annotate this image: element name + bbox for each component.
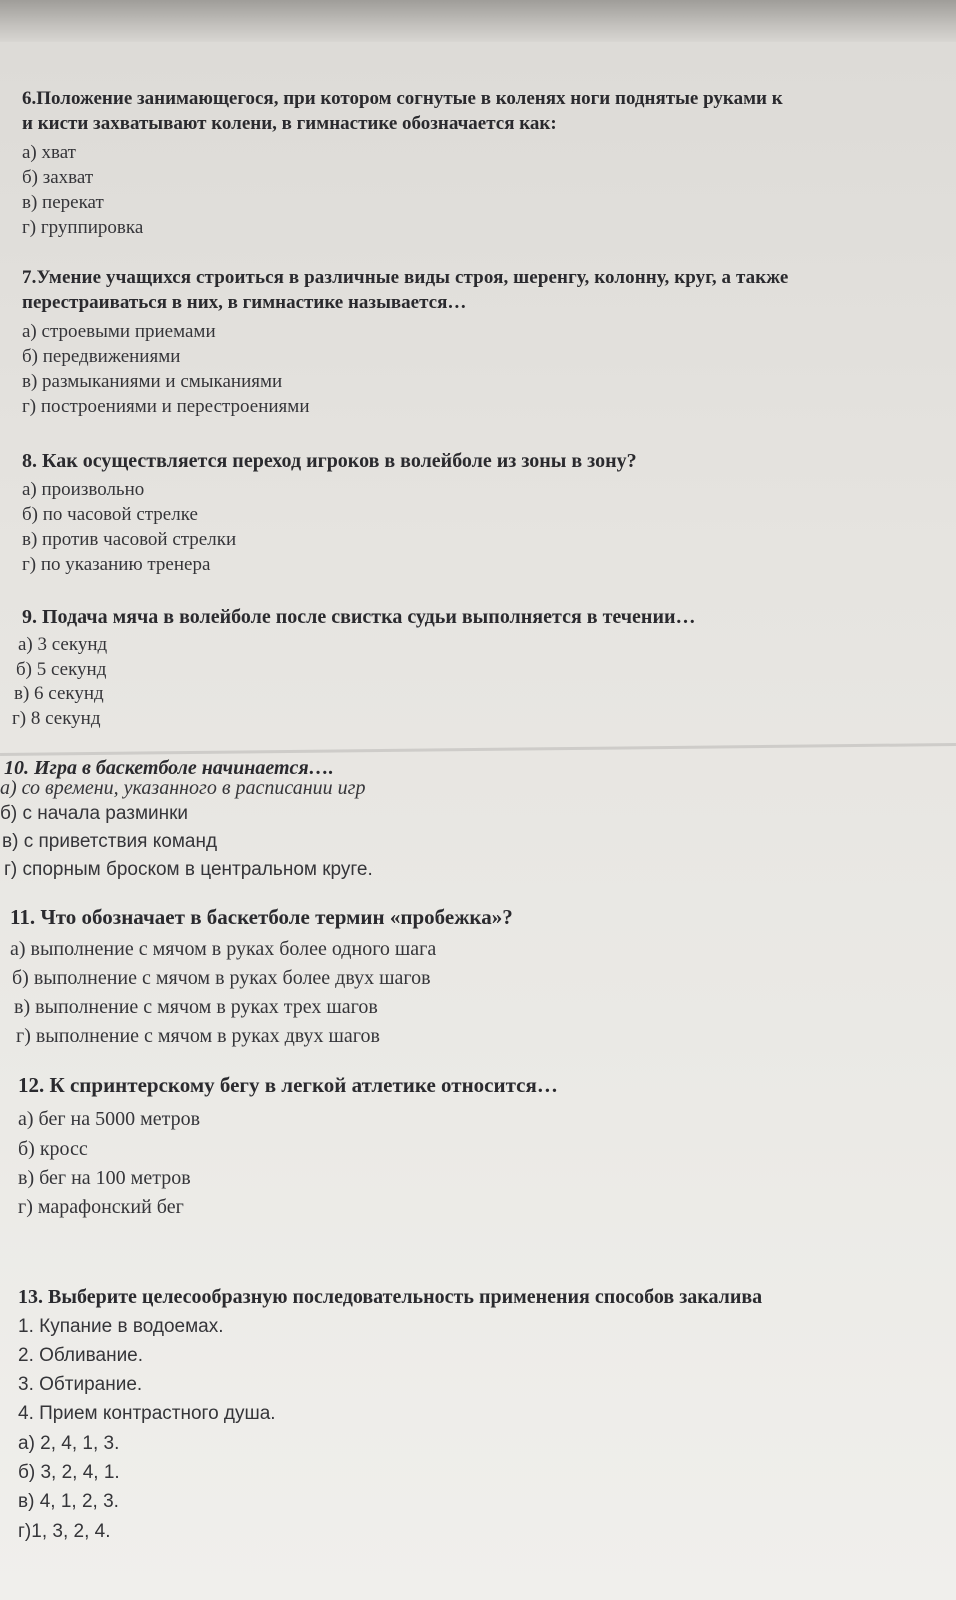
- answer-option: б) по часовой стрелке: [22, 504, 198, 525]
- answer-option: г)1, 3, 2, 4.: [18, 1521, 111, 1542]
- question-title: 12. К спринтерскому бегу в легкой атлетике относится…: [18, 1073, 558, 1097]
- question-title: 7.Умение учащихся строиться в различные виды строя, шеренгу, колонну, круг, а также: [22, 267, 789, 288]
- answer-option: г) спорным броском в центральном круге.: [4, 859, 373, 880]
- answer-option: г) группировка: [22, 217, 144, 238]
- answer-option: а) произвольно: [22, 479, 145, 500]
- question-title: 13. Выберите целесообразную последовательность применения способов закалива: [18, 1286, 763, 1308]
- answer-option: 2. Обливание.: [18, 1345, 144, 1366]
- answer-option: а) хват: [22, 142, 76, 163]
- answer-option: а) 2, 4, 1, 3.: [18, 1433, 120, 1454]
- answer-option: а) 3 секунд: [18, 634, 108, 655]
- answer-option: в) против часовой стрелки: [22, 529, 237, 550]
- answer-option: а) бег на 5000 метров: [18, 1108, 201, 1130]
- answer-option: а) строевыми приемами: [22, 321, 216, 342]
- question-title: 9. Подача мяча в волейболе после свистка судьи выполняется в течении…: [22, 606, 696, 628]
- answer-option: а) выполнение с мячом в руках более одного шага: [10, 938, 437, 960]
- answer-option: г) 8 секунд: [12, 708, 101, 729]
- answer-option: б) 5 секунд: [16, 659, 107, 680]
- question-title: 8. Как осуществляется переход игроков в волейболе из зоны в зону?: [22, 450, 637, 472]
- answer-option: б) передвижениями: [22, 346, 181, 367]
- answer-option: в) 4, 1, 2, 3.: [18, 1491, 119, 1512]
- answer-option: в) с приветствия команд: [2, 831, 218, 852]
- answer-option: г) построениями и перестроениями: [22, 396, 310, 417]
- question-title: 11. Что обозначает в баскетболе термин «пробежка»?: [10, 905, 513, 929]
- question-title: 6.Положение занимающегося, при котором согнутые в коленях ноги поднятые руками к: [22, 88, 783, 109]
- answer-option: г) марафонский бег: [18, 1196, 184, 1218]
- answer-option: 4. Прием контрастного душа.: [18, 1403, 276, 1424]
- answer-option: в) бег на 100 метров: [18, 1167, 191, 1189]
- answer-option: б) с начала разминки: [0, 803, 189, 824]
- answer-option: 3. Обтирание.: [18, 1374, 143, 1395]
- answer-option: в) перекат: [22, 192, 104, 213]
- question-title: перестраиваться в них, в гимнастике называется…: [22, 292, 467, 313]
- answer-option: в) 6 секунд: [14, 683, 104, 704]
- answer-option: 1. Купание в водоемах.: [18, 1316, 224, 1337]
- answer-option: г) по указанию тренера: [22, 554, 211, 575]
- answer-option: б) захват: [22, 167, 94, 188]
- answer-option: б) выполнение с мячом в руках более двух шагов: [12, 967, 431, 989]
- answer-option: в) размыканиями и смыканиями: [22, 371, 283, 392]
- answer-option: б) кросс: [18, 1138, 88, 1160]
- answer-option: б) 3, 2, 4, 1.: [18, 1462, 120, 1483]
- answer-option: а) со времени, указанного в расписании игр: [0, 777, 366, 799]
- answer-option: в) выполнение с мячом в руках трех шагов: [14, 996, 378, 1018]
- question-title: 10. Игра в баскетболе начинается….: [4, 757, 334, 779]
- question-title: и кисти захватывают колени, в гимнастике обозначается как:: [22, 113, 557, 134]
- top-shadow: [0, 0, 956, 42]
- answer-option: г) выполнение с мячом в руках двух шагов: [16, 1025, 380, 1047]
